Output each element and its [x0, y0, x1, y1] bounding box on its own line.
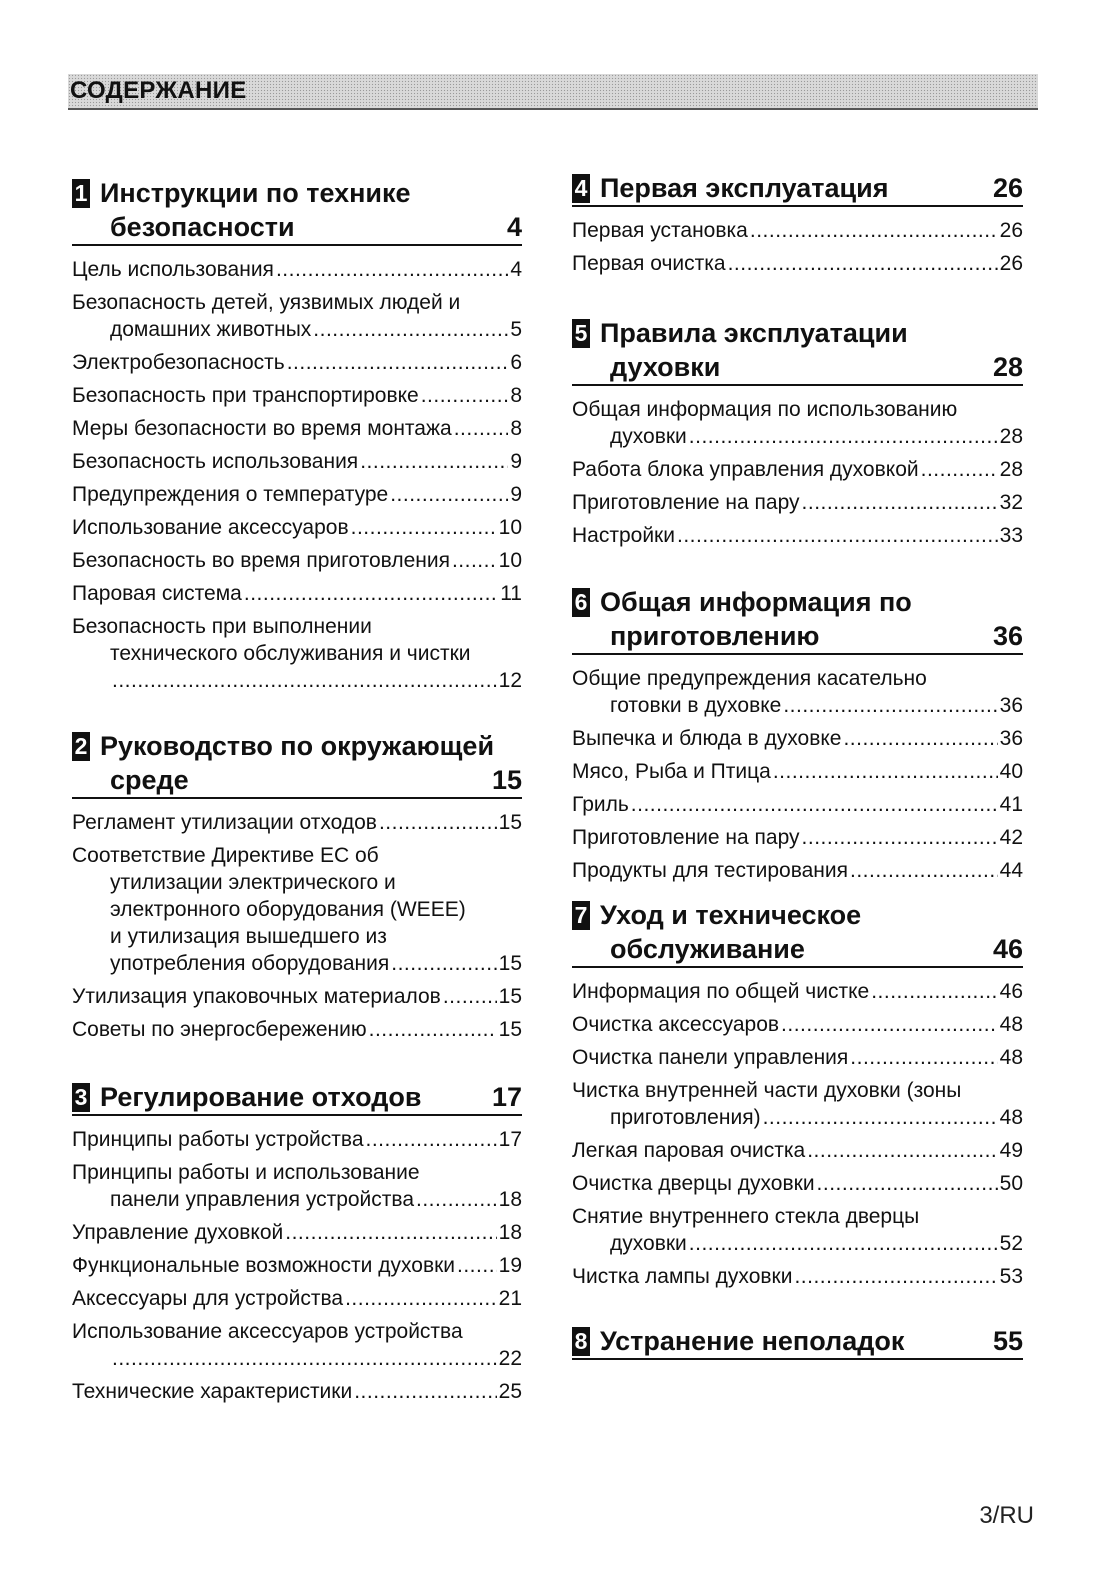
toc-entry-row: [72, 448, 522, 475]
toc-entry-text: Советы по энергосбережению: [72, 1018, 367, 1041]
dot-leader: [850, 857, 998, 884]
section-title-continued: приготовлению: [610, 621, 820, 651]
dot-leader: [728, 250, 998, 277]
toc-section-8: [572, 1324, 1023, 1360]
toc-entry: [572, 1137, 1023, 1164]
toc-entry-text: Очистка дверцы духовки: [572, 1172, 815, 1195]
toc-entry: [572, 1203, 1023, 1257]
toc-entry-text: Безопасность при транспортировке: [72, 384, 419, 407]
toc-entry-page: 28: [999, 458, 1023, 481]
toc-entry-page: 50: [999, 1172, 1023, 1195]
dot-leader: [379, 809, 497, 836]
section-number-badge: 1: [72, 179, 90, 208]
section-title: Правила эксплуатации: [600, 318, 908, 348]
toc-entry: [572, 489, 1023, 516]
toc-entry-text: духовки: [610, 1232, 687, 1255]
toc-entry-text: Меры безопасности во время монтажа: [72, 417, 452, 440]
toc-entry-page: 32: [999, 491, 1023, 514]
toc-entry-page: 26: [999, 219, 1023, 242]
section-title: Уход и техническое: [600, 900, 862, 930]
dot-leader: [369, 1016, 497, 1043]
section-heading: [572, 171, 1023, 207]
toc-entry-row: [572, 725, 1023, 752]
toc-entry-text: Работа блока управления духовкой: [572, 458, 919, 481]
section-page-number: 4: [506, 212, 522, 242]
toc-entry-text: утилизации электрического и: [110, 871, 396, 894]
section-number-badge: 3: [72, 1083, 90, 1112]
toc-entry-text: и утилизация вышедшего из: [110, 925, 387, 948]
toc-entry: [72, 580, 522, 607]
toc-entry-text: Соответствие Директиве ЕС об: [72, 844, 379, 867]
toc-section-4: [572, 171, 1023, 277]
section-entry-list: [72, 256, 522, 694]
toc-entry: [572, 456, 1023, 483]
section-page-number: 46: [992, 934, 1023, 964]
dot-leader: [416, 1186, 497, 1213]
toc-entry-row: [72, 667, 522, 694]
dot-leader: [871, 978, 997, 1005]
toc-entry-page: 48: [999, 1046, 1023, 1069]
toc-entry-text: готовки в духовке: [610, 694, 782, 717]
dot-leader: [802, 824, 998, 851]
toc-entry: [572, 1263, 1023, 1290]
toc-entry-row: [572, 1230, 1023, 1257]
toc-entry-text: панели управления устройства: [110, 1188, 415, 1211]
toc-entry-row: [572, 1011, 1023, 1038]
toc-entry: [72, 1318, 522, 1372]
toc-entry-row: [72, 1252, 522, 1279]
toc-entry-text: Легкая паровая очистка: [572, 1139, 806, 1162]
toc-entry-text: Утилизация упаковочных материалов: [72, 985, 441, 1008]
toc-entry-row: [572, 758, 1023, 785]
section-number-badge: 2: [72, 732, 90, 761]
toc-entry-text: Цель использования: [72, 258, 274, 281]
dot-leader: [631, 791, 998, 818]
toc-entry-page: 15: [498, 1018, 522, 1041]
toc-entry-page: 26: [999, 252, 1023, 275]
toc-entry: [72, 1016, 522, 1043]
toc-entry-text: Гриль: [572, 793, 629, 816]
toc-entry-text: Общие предупреждения касательно: [572, 667, 927, 690]
toc-entry: [72, 547, 522, 574]
toc-entry: [72, 289, 522, 343]
toc-entry-text: Первая очистка: [572, 252, 726, 275]
dot-leader: [313, 316, 508, 343]
section-title-continued: безопасности: [110, 212, 295, 242]
toc-entry-page: 17: [498, 1128, 522, 1151]
toc-entry-text: Использование аксессуаров устройства: [72, 1320, 463, 1343]
section-number-badge: 8: [572, 1327, 590, 1356]
dot-leader: [843, 725, 997, 752]
toc-entry-row: [572, 1104, 1023, 1131]
toc-entry-page: 28: [999, 425, 1023, 448]
toc-entry-row: [572, 1263, 1023, 1290]
toc-entry-row: [572, 522, 1023, 549]
dot-leader: [921, 456, 998, 483]
toc-entry-row: [572, 456, 1023, 483]
toc-entry-text: Управление духовкой: [72, 1221, 284, 1244]
toc-entry-page: 22: [498, 1347, 522, 1370]
toc-entry-page: 21: [498, 1287, 522, 1310]
toc-entry: [72, 1159, 522, 1213]
section-title: Инструкции по технике: [100, 178, 411, 208]
dot-leader: [689, 423, 998, 450]
page-number: 3/RU: [979, 1502, 1034, 1529]
toc-entry: [72, 983, 522, 1010]
section-number-badge: 4: [572, 174, 590, 203]
toc-entry-text: Приготовление на пару: [572, 826, 800, 849]
dot-leader: [276, 256, 508, 283]
section-title: Первая эксплуатация: [600, 173, 889, 203]
toc-entry-text: Безопасность использования: [72, 450, 359, 473]
section-heading: [572, 585, 1023, 655]
dot-leader: [677, 522, 998, 549]
toc-entry-text: Безопасность во время приготовления: [72, 549, 450, 572]
toc-entry-text: Безопасность детей, уязвимых людей и: [72, 291, 461, 314]
toc-entry-row: [72, 983, 522, 1010]
toc-entry-page: 36: [999, 727, 1023, 750]
toc-entry-text: Технические характеристики: [72, 1380, 353, 1403]
toc-entry-row: [572, 1170, 1023, 1197]
toc-entry-page: 48: [999, 1013, 1023, 1036]
toc-entry: [572, 1011, 1023, 1038]
dot-leader: [351, 514, 497, 541]
toc-entry: [572, 1077, 1023, 1131]
section-number-badge: 7: [572, 901, 590, 930]
section-heading: [572, 898, 1023, 968]
toc-entry-row: [72, 514, 522, 541]
toc-entry-text: Регламент утилизации отходов: [72, 811, 377, 834]
toc-entry-page: 48: [999, 1106, 1023, 1129]
toc-entry: [572, 396, 1023, 450]
toc-entry: [72, 1378, 522, 1405]
toc-entry-text: Принципы работы устройства: [72, 1128, 364, 1151]
toc-entry-page: 15: [498, 952, 522, 975]
toc-entry: [572, 978, 1023, 1005]
dot-leader: [443, 983, 497, 1010]
section-title: Устранение неполадок: [600, 1326, 905, 1356]
toc-entry: [572, 725, 1023, 752]
dot-leader: [421, 382, 509, 409]
toc-entry: [72, 448, 522, 475]
section-page-number: 15: [491, 765, 522, 795]
toc-entry-text: Чистка лампы духовки: [572, 1265, 793, 1288]
section-heading: [72, 176, 522, 246]
toc-entry-text: домашних животных: [110, 318, 312, 341]
toc-entry-text: Первая установка: [572, 219, 748, 242]
dot-leader: [817, 1170, 998, 1197]
toc-entry: [72, 1252, 522, 1279]
toc-entry-text: Чистка внутренней части духовки (зоны: [572, 1079, 962, 1102]
toc-entry-text: употребления оборудования: [110, 952, 390, 975]
toc-entry: [72, 613, 522, 694]
toc-entry-row: [72, 481, 522, 508]
toc-entry-row: [572, 489, 1023, 516]
section-title: Руководство по окружающей: [100, 731, 495, 761]
toc-entry-row: [72, 415, 522, 442]
toc-entry-page: 10: [498, 549, 522, 572]
toc-entry: [572, 791, 1023, 818]
toc-entry-text: Приготовление на пару: [572, 491, 800, 514]
toc-entry-text: технического обслуживания и чистки: [110, 642, 471, 665]
dot-leader: [457, 1252, 497, 1279]
toc-entry-text: Предупреждения о температуре: [72, 483, 389, 506]
toc-entry-row: [572, 1137, 1023, 1164]
dot-leader: [244, 580, 498, 607]
toc-entry-row: [72, 349, 522, 376]
toc-entry: [572, 857, 1023, 884]
toc-entry-row: [572, 1044, 1023, 1071]
toc-entry-text: духовки: [610, 425, 687, 448]
toc-entry-text: Безопасность при выполнении: [72, 615, 372, 638]
toc-entry-text: Использование аксессуаров: [72, 516, 349, 539]
toc-entry-page: 6: [510, 351, 522, 374]
toc-entry: [572, 665, 1023, 719]
section-number-badge: 5: [572, 319, 590, 348]
toc-section-6: [572, 585, 1023, 884]
toc-entry-row: [72, 256, 522, 283]
toc-entry: [572, 824, 1023, 851]
dot-leader: [285, 1219, 496, 1246]
section-entry-list: [572, 396, 1023, 549]
toc-entry-page: 49: [999, 1139, 1023, 1162]
toc-entry-row: [72, 1285, 522, 1312]
toc-entry-text: Выпечка и блюда в духовке: [572, 727, 842, 750]
toc-entry-text: Общая информация по использованию: [572, 398, 958, 421]
section-entry-list: [72, 1126, 522, 1405]
toc-entry-row: [72, 1219, 522, 1246]
section-page-number: 36: [992, 621, 1023, 651]
toc-entry-row: [572, 791, 1023, 818]
section-heading: [572, 316, 1023, 386]
toc-section-1: [72, 176, 522, 694]
toc-entry-page: 53: [999, 1265, 1023, 1288]
section-title-continued: обслуживание: [610, 934, 805, 964]
section-page-number: 26: [992, 173, 1023, 203]
dot-leader: [763, 1104, 998, 1131]
section-heading: [72, 1080, 522, 1116]
toc-entry-page: 11: [500, 582, 522, 605]
dot-leader: [794, 1263, 997, 1290]
section-page-number: 17: [491, 1082, 522, 1112]
section-heading: [572, 1324, 1023, 1360]
toc-entry-page: 4: [510, 258, 522, 281]
toc-entry-page: 46: [999, 980, 1023, 1003]
toc-entry-text: Продукты для тестирования: [572, 859, 848, 882]
toc-entry-text: Электробезопасность: [72, 351, 285, 374]
toc-entry-page: 52: [999, 1232, 1023, 1255]
dot-leader: [360, 448, 508, 475]
toc-entry: [72, 256, 522, 283]
dot-leader: [390, 481, 508, 508]
section-entry-list: [572, 665, 1023, 884]
dot-leader: [452, 547, 497, 574]
section-title: Регулирование отходов: [100, 1082, 422, 1112]
toc-entry-text: Мясо, Рыба и Птица: [572, 760, 771, 783]
section-entry-list: [572, 217, 1023, 277]
toc-entry-page: 10: [498, 516, 522, 539]
section-title: Общая информация по: [600, 587, 912, 617]
toc-entry: [72, 382, 522, 409]
toc-entry: [72, 514, 522, 541]
toc-entry-page: 9: [510, 483, 522, 506]
toc-entry: [72, 415, 522, 442]
toc-entry-page: 18: [498, 1221, 522, 1244]
toc-entry-row: [572, 978, 1023, 1005]
toc-entry-page: 8: [510, 417, 522, 440]
toc-entry-row: [572, 250, 1023, 277]
dot-leader: [750, 217, 998, 244]
toc-entry: [572, 1170, 1023, 1197]
toc-entry-text: Очистка панели управления: [572, 1046, 849, 1069]
toc-entry: [72, 349, 522, 376]
toc-entry-row: [72, 382, 522, 409]
dot-leader: [781, 1011, 998, 1038]
toc-entry-row: [572, 824, 1023, 851]
toc-entry-page: 42: [999, 826, 1023, 849]
toc-entry-row: [72, 809, 522, 836]
toc-entry-text: Снятие внутреннего стекла дверцы: [572, 1205, 920, 1228]
toc-section-3: [72, 1080, 522, 1405]
toc-entry-text: приготовления): [610, 1106, 761, 1129]
toc-entry-row: [572, 692, 1023, 719]
dot-leader: [112, 1345, 497, 1372]
toc-entry-page: 18: [498, 1188, 522, 1211]
toc-entry-page: 40: [999, 760, 1023, 783]
toc-entry-row: [572, 217, 1023, 244]
toc-section-2: [72, 729, 522, 1043]
dot-leader: [354, 1378, 496, 1405]
section-title-continued: духовки: [610, 352, 721, 382]
toc-entry-page: 33: [999, 524, 1023, 547]
toc-entry-row: [72, 1016, 522, 1043]
toc-entry-text: Аксессуары для устройства: [72, 1287, 344, 1310]
toc-entry-row: [72, 547, 522, 574]
toc-entry-page: 5: [510, 318, 522, 341]
section-heading: [72, 729, 522, 799]
toc-entry-text: Настройки: [572, 524, 675, 547]
toc-entry-page: 44: [999, 859, 1023, 882]
toc-entry-row: [72, 1345, 522, 1372]
toc-entry-row: [72, 950, 522, 977]
section-entry-list: [572, 978, 1023, 1290]
dot-leader: [783, 692, 997, 719]
toc-entry-text: Принципы работы и использование: [72, 1161, 420, 1184]
toc-entry-page: 15: [498, 985, 522, 1008]
toc-entry-row: [572, 423, 1023, 450]
toc-entry-page: 36: [999, 694, 1023, 717]
toc-entry: [72, 1285, 522, 1312]
section-title-continued: среде: [110, 765, 189, 795]
dot-leader: [391, 950, 496, 977]
toc-entry-page: 19: [498, 1254, 522, 1277]
toc-entry-page: 9: [510, 450, 522, 473]
dot-leader: [345, 1285, 497, 1312]
toc-entry-page: 8: [510, 384, 522, 407]
dot-leader: [112, 667, 497, 694]
section-page-number: 55: [992, 1326, 1023, 1356]
toc-entry-page: 15: [498, 811, 522, 834]
dot-leader: [850, 1044, 997, 1071]
dot-leader: [773, 758, 998, 785]
toc-entry-text: Очистка аксессуаров: [572, 1013, 780, 1036]
section-entry-list: [72, 809, 522, 1043]
section-page-number: 28: [992, 352, 1023, 382]
toc-entry-page: 25: [498, 1380, 522, 1403]
dot-leader: [807, 1137, 997, 1164]
toc-entry-row: [72, 316, 522, 343]
toc-entry: [72, 481, 522, 508]
toc-entry: [72, 1126, 522, 1153]
toc-section-5: [572, 316, 1023, 549]
dot-leader: [366, 1126, 497, 1153]
toc-entry-page: 41: [999, 793, 1023, 816]
toc-entry-page: 12: [498, 669, 522, 692]
toc-entry: [572, 1044, 1023, 1071]
toc-entry: [72, 1219, 522, 1246]
toc-entry: [572, 250, 1023, 277]
page-title: СОДЕРЖАНИЕ: [70, 77, 247, 104]
dot-leader: [287, 349, 509, 376]
toc-entry: [572, 217, 1023, 244]
toc-section-7: [572, 898, 1023, 1290]
toc-entry-row: [72, 1378, 522, 1405]
dot-leader: [454, 415, 509, 442]
toc-entry-row: [72, 580, 522, 607]
toc-entry-text: Информация по общей чистке: [572, 980, 870, 1003]
toc-entry-row: [72, 1186, 522, 1213]
contents-title-bar: [68, 74, 1038, 110]
toc-entry-text: Паровая система: [72, 582, 242, 605]
toc-entry: [72, 842, 522, 977]
toc-entry-text: Функциональные возможности духовки: [72, 1254, 456, 1277]
section-number-badge: 6: [572, 588, 590, 617]
toc-entry: [72, 809, 522, 836]
dot-leader: [689, 1230, 998, 1257]
toc-entry: [572, 758, 1023, 785]
toc-entry-row: [72, 1126, 522, 1153]
toc-entry: [572, 522, 1023, 549]
toc-entry-row: [572, 857, 1023, 884]
dot-leader: [802, 489, 998, 516]
toc-entry-text: электронного оборудования (WEEE): [110, 898, 466, 921]
